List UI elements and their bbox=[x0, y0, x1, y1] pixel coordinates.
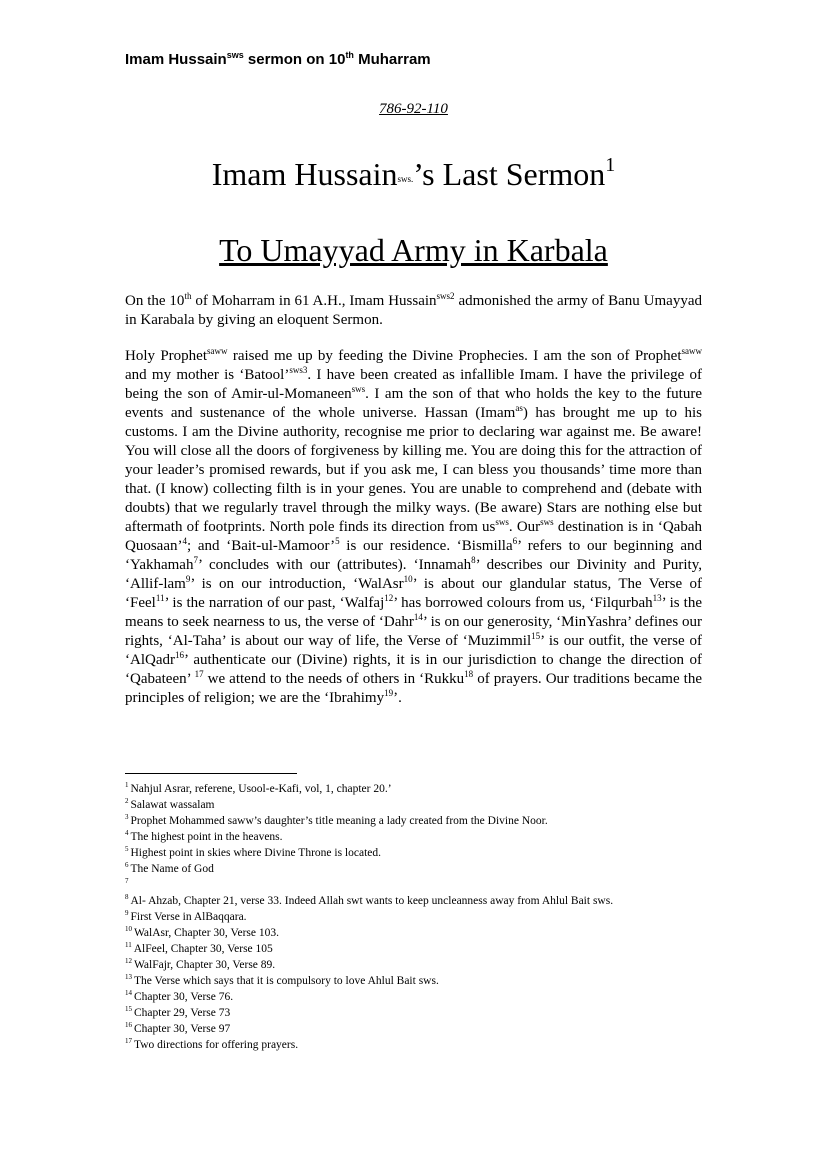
footnote-text: The Verse which says that it is compulsory to love Ahlul Bait sws. bbox=[134, 975, 439, 987]
footnote-text: Salawat wassalam bbox=[130, 799, 215, 811]
page-title: Imam Hussainsws.’s Last Sermon$^1$ bbox=[211, 154, 616, 192]
footnote-text: The Name of God bbox=[130, 863, 214, 875]
footnote-text: First Verse in AlBaqqara. bbox=[130, 911, 247, 923]
footnote-item bbox=[125, 829, 702, 845]
footnote-item bbox=[125, 813, 702, 829]
running-header: Imam Hussain$^{sws}$ sermon on 10th Muharram bbox=[125, 50, 431, 68]
footnote-number: 5 bbox=[125, 845, 129, 854]
footnote-item bbox=[125, 893, 702, 909]
footnote-number: 15 bbox=[125, 1005, 132, 1014]
footnote-divider bbox=[125, 773, 297, 774]
footnote-item bbox=[125, 1021, 702, 1037]
footnotes bbox=[125, 781, 702, 1053]
footnote-text: Chapter 29, Verse 73 bbox=[134, 1007, 231, 1019]
reference-number: 786-92-110 bbox=[379, 101, 448, 117]
footnote-text: Chapter 30, Verse 97 bbox=[134, 1023, 231, 1035]
footnote-text: AlFeel, Chapter 30, Verse 105 bbox=[133, 943, 273, 955]
footnote-number: 12 bbox=[125, 957, 132, 966]
footnote-item bbox=[125, 1005, 702, 1021]
footnote-text: Prophet Mohammed saww’s daughter’s title meaning a lady created from the Divine Noor. bbox=[130, 815, 548, 827]
footnote-number: 17 bbox=[125, 1037, 132, 1046]
footnote-number: 10 bbox=[125, 925, 132, 934]
footnote-item bbox=[125, 909, 702, 925]
footnote-text: Two directions for offering prayers. bbox=[134, 1039, 299, 1051]
footnote-item bbox=[125, 957, 702, 973]
footnote-text: The highest point in the heavens. bbox=[130, 831, 283, 843]
footnote-number: 7 bbox=[125, 877, 129, 886]
footnote-item bbox=[125, 845, 702, 861]
sermon-paragraph: Holy Prophet$^{saww}$ raised me up by feeding the Divine Prophecies. I am the son of Prophet$^{saww}$ and my mother is ‘Batool’$^{sws3}$. I have been created as infallible Imam. I have the privilege of being the son of Amir-ul-Momaneen$^{sws}$. I am the son of that who holds the key to the future events and sustenance of the whole universe. Hassan (Imam$^{as}$) has brought me up to his customs. I am the Divine authority, recognise me prior to declaring war against me. Be aware! You will close all the doors of forgiveness by killing me. You are doing this for the attraction of your leader’s promised rewards, but if you ask me, I can bless you thousands’ time more than that. (I know) collecting filth is in your genes. You are unable to comprehend and (debate with doubts) that we regularly travel through the milky ways. (Be aware) Stars are nothing else but aftermath of footprints. North pole finds its direction from $us^{sws}$. Our$^{sws}$ destination is in ‘Qabah Quosaan’$^4$; and ‘Bait-ul-Mamoor’$^5$ is our residence. ‘Bismilla$^6$’ refers to our beginning and ‘Yakhamah$^7$’ concludes with our (attributes). ‘Innamah$^8$’ describes our Divinity and Purity, ‘Allif-lam$^9$’ is on our introduction, ‘WalAsr$^{10}$’ is about our glandular status, The Verse of ‘Feel$^{11}$’ is the narration of our past, ‘Walfaj$^{12}$’ has borrowed colours from us, ‘Filqurbah$^{13}$’ is the means to seek nearness to us, the verse of ‘Dahr$^{14}$’ is on our generosity, ‘MinYashra’ defines our rights, ‘Al-Taha’ is about our way of life, the Verse of ‘Muzimmil$^{15}$’ is our outfit, the verse of ‘AlQadr$^{16}$’ authenticate our (Divine) rights, it is in our jurisdiction to change the direction of ‘Qabateen’ $^{17}$ we attend to the needs of others in ‘Rukku$^{18}$ of prayers. Our traditions became the principles of religion; we are the ‘Ibrahimy$^{19}$’. bbox=[125, 346, 703, 706]
footnote-item bbox=[125, 925, 702, 941]
footnote-number: 11 bbox=[125, 941, 132, 950]
footnote-number: 2 bbox=[125, 797, 129, 806]
footnote-number: 9 bbox=[125, 909, 129, 918]
footnote-item bbox=[125, 1037, 702, 1053]
footnote-text: WalAsr, Chapter 30, Verse 103. bbox=[134, 927, 279, 939]
footnote-item bbox=[125, 877, 702, 893]
footnote-text: Nahjul Asrar, referene, Usool-e-Kafi, vol, 1, chapter 20.’ bbox=[130, 783, 392, 795]
footnote-item bbox=[125, 781, 702, 797]
footnote-number: 13 bbox=[125, 973, 132, 982]
footnote-item bbox=[125, 941, 702, 957]
footnote-number: 4 bbox=[125, 829, 129, 838]
footnote-number: 1 bbox=[125, 781, 129, 790]
footnote-text: Highest point in skies where Divine Throne is located. bbox=[130, 847, 382, 859]
footnote-text: Chapter 30, Verse 76. bbox=[134, 991, 234, 1003]
footnote-text: Al- Ahzab, Chapter 21, verse 33. Indeed Allah swt wants to keep uncleanness away from Ahlul Bait sws. bbox=[130, 895, 614, 907]
intro-paragraph: On the 10th of Moharram in 61 A.H., Imam Hussain$^{sws2}$ admonished the army of Banu Umayyad in Karabala by giving an eloquent Sermon. bbox=[125, 291, 702, 328]
footnote-item bbox=[125, 973, 702, 989]
footnote-text: WalFajr, Chapter 30, Verse 89. bbox=[134, 959, 276, 971]
footnote-item bbox=[125, 797, 702, 813]
footnote-item bbox=[125, 989, 702, 1005]
footnote-number: 14 bbox=[125, 989, 132, 998]
footnote-number: 16 bbox=[125, 1021, 132, 1030]
footnote-number: 6 bbox=[125, 861, 129, 870]
footnote-item bbox=[125, 861, 702, 877]
footnote-number: 3 bbox=[125, 813, 129, 822]
page-subtitle: To Umayyad Army in Karbala bbox=[219, 232, 608, 268]
footnote-number: 8 bbox=[125, 893, 129, 902]
